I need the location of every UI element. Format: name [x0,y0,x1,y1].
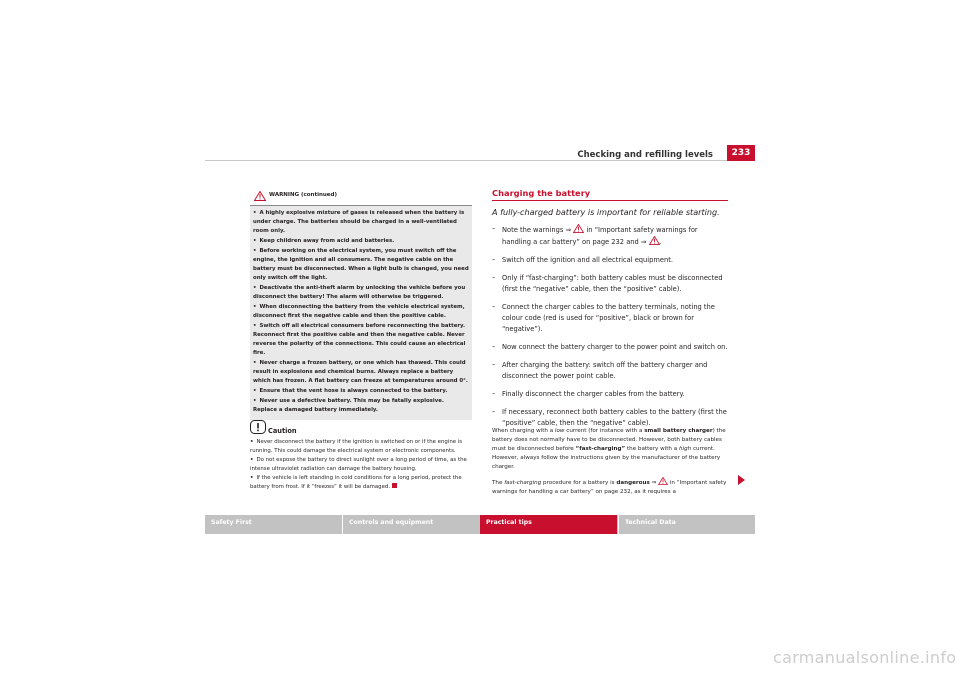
caution-item: • Do not expose the battery to direct sunlight over a long period of time, as the intense ultraviolet radiation can damage the battery housing. [250,457,467,472]
next-page-arrow-icon[interactable] [737,475,746,485]
bullet-icon: • [253,398,257,404]
page-header-title: Checking and refilling levels [577,150,713,160]
warning-body [250,206,472,420]
warning-triangle-icon [649,236,660,245]
warning-item: • Switch off all electrical consumers before reconnecting the battery. Reconnect first the positive cable and then the negative cable. Never reverse the polarity of the connections. This could cause an electrical fire. [253,323,466,356]
warning-item: • When disconnecting the battery from the vehicle electrical system, disconnect first the negative cable and then the positive cable. [253,304,465,319]
bullet-icon: • [253,285,257,291]
bullet-icon: • [253,248,257,254]
warning-box [250,188,472,420]
header-divider [205,160,727,161]
bullet-icon: • [253,238,257,244]
caution-title: Caution [268,427,297,435]
warning-triangle-icon [658,477,668,485]
footer-tab-controls-and-equipment[interactable]: Controls and equipment [342,515,479,534]
dash-icon: – [492,303,496,311]
page-number: 233 [727,145,755,161]
bullet-icon: • [250,475,254,481]
bullet-icon: • [253,388,257,394]
section-title: Charging the battery [492,188,591,198]
caution-item: • If the vehicle is left standing in cold conditions for a long period, protect the battery from frost. If it “freezes” it will be damaged. [250,475,462,490]
caution-section [250,424,472,492]
step-item: – After charging the battery: switch off the battery charger and disconnect the power point cable. [492,361,708,380]
dash-icon: – [492,343,496,351]
dash-icon: – [492,361,496,369]
watermark: carmanualsonline.info [773,648,957,667]
step-item: – Note the warnings ⇒ in “Important safety warnings for handling a car battery” on page 232 and ⇒ . [492,225,698,246]
step-item: – Only if “fast-charging”: both battery cables must be disconnected (first the “negative” cable, then the “positive” cable). [492,274,723,293]
bullet-icon: • [253,304,257,310]
bullet-icon: • [253,210,257,216]
bullet-icon: • [253,360,257,366]
caution-item: • Never disconnect the battery if the ignition is switched on or if the engine is running. This could damage the electrical system or electronic components. [250,439,463,454]
dash-icon: – [492,390,496,398]
footer-tab-practical-tips[interactable]: Practical tips [480,515,617,534]
caution-exclamation-icon [250,420,266,434]
step-item: – Switch off the ignition and all electrical equipment. [492,256,674,264]
warning-item: • Never charge a frozen battery, or one which has thawed. This could result in explosions and chemical burns. Always replace a battery which has frozen. A flat battery can freeze at temperatures around 0°. [253,360,468,384]
step-item: – Finally disconnect the charger cables from the battery. [492,390,685,398]
cross-reference-link[interactable]: ⇒ [565,226,572,234]
bullet-icon: • [250,457,254,463]
warning-item: • Deactivate the anti-theft alarm by unlocking the vehicle before you disconnect the battery! The alarm will otherwise be triggered. [253,285,466,300]
bullet-icon: • [250,439,254,445]
step-item: – Connect the charger cables to the battery terminals, noting the colour code (red is used for “positive”, black or brown for “negative”). [492,303,715,333]
warning-item: • Never use a defective battery. This may be fatally explosive. Replace a damaged battery immediately. [253,398,444,413]
cross-reference-link[interactable]: ⇒ [651,480,657,486]
notes [492,427,728,502]
section-divider [492,200,728,201]
warning-item: • Ensure that the vent hose is always connected to the battery. [253,388,448,394]
warning-triangle-icon [573,224,584,233]
end-of-section-icon [392,483,397,488]
caution-header [250,424,472,438]
warning-item: • A highly explosive mixture of gases is released when the battery is under charge. The batteries should be charged in a well-ventilated room only. [253,210,465,234]
note-paragraph: The fast-charging procedure for a battery is dangerous ⇒ in “Important safety warnings for handling a car battery” on page 232, as it requires a [492,477,728,497]
warning-triangle-icon [254,191,266,201]
footer-nav [205,515,755,534]
cross-reference-link[interactable]: ⇒ [640,238,647,246]
dash-icon: – [492,408,496,416]
bullet-icon: • [253,323,257,329]
warning-item: • Keep children away from acid and batteries. [253,238,395,244]
warning-title: WARNING (continued) [269,192,337,198]
step-item: – Now connect the battery charger to the power point and switch on. [492,343,728,351]
steps-list [492,224,728,436]
warning-item: • Before working on the electrical system, you must switch off the engine, the ignition and all consumers. The negative cable on the battery must be disconnected. When a light bulb is changed, you need only switch off the light. [253,248,469,281]
dash-icon: – [492,274,496,282]
note-paragraph: When charging with a low current (for instance with a small battery charger) the battery does not normally have to be disconnected. However, both battery cables must be disconnected before “fast-charging” the battery with a high current. However, always follow the instructions given by the manufacturer of the battery charger. [492,428,726,470]
footer-tab-safety-first[interactable]: Safety First [211,519,252,526]
step-item: – If necessary, reconnect both battery cables to the battery (first the “positive” cable, then the “negative” cable). [492,408,727,427]
dash-icon: – [492,256,496,264]
warning-header [250,188,472,206]
section-subtitle: A fully-charged battery is important for reliable starting. [492,207,720,217]
footer-tab-technical-data[interactable]: Technical Data [618,515,755,534]
header-divider-accent [727,160,755,161]
dash-icon: – [492,225,496,233]
